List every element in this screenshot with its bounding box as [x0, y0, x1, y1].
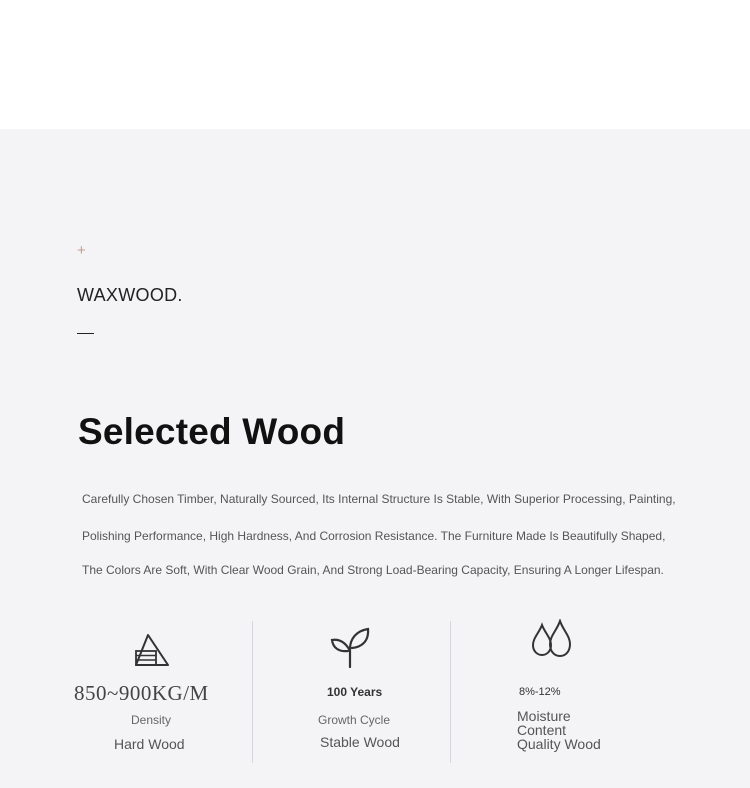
plus-icon: +	[77, 242, 86, 259]
top-blank-band	[0, 0, 750, 129]
stat-growth-cycle	[290, 619, 440, 764]
density-caption: Hard Wood	[114, 736, 185, 752]
water-drops-icon	[530, 619, 574, 659]
sprout-icon	[330, 627, 374, 669]
moisture-caption-line: Content	[517, 722, 567, 738]
description-line-3: The Colors Are Soft, With Clear Wood Grain, And Strong Load-Bearing Capacity, Ensuring A Longer Lifespan.	[82, 563, 664, 577]
density-label: Density	[131, 713, 172, 727]
section-title: Selected Wood	[78, 411, 346, 452]
growth-cycle-caption: Stable Wood	[320, 734, 400, 750]
description-line-1: Carefully Chosen Timber, Naturally Sourced, Its Internal Structure Is Stable, With Superior Processing, Painting,	[82, 492, 676, 506]
stat-divider	[450, 621, 451, 763]
growth-cycle-value: 100 Years	[327, 685, 383, 699]
moisture-caption-line: Moisture	[517, 708, 571, 724]
growth-cycle-label: Growth Cycle	[318, 713, 391, 727]
moisture-caption-line: Quality Wood	[517, 736, 601, 752]
stat-divider	[252, 621, 253, 763]
moisture-caption	[517, 709, 601, 751]
density-value: 850~900KG/M	[74, 681, 209, 705]
stat-density	[70, 619, 250, 764]
stat-moisture	[490, 619, 650, 764]
selected-wood-section	[0, 129, 750, 788]
wood-planks-icon	[132, 633, 170, 667]
brand-underline-dash	[77, 333, 94, 334]
moisture-value: 8%-12%	[519, 686, 561, 698]
description-line-2: Polishing Performance, High Hardness, And Corrosion Resistance. The Furniture Made Is Beautifully Shaped,	[82, 529, 666, 543]
brand-name: WAXWOOD.	[77, 285, 183, 305]
